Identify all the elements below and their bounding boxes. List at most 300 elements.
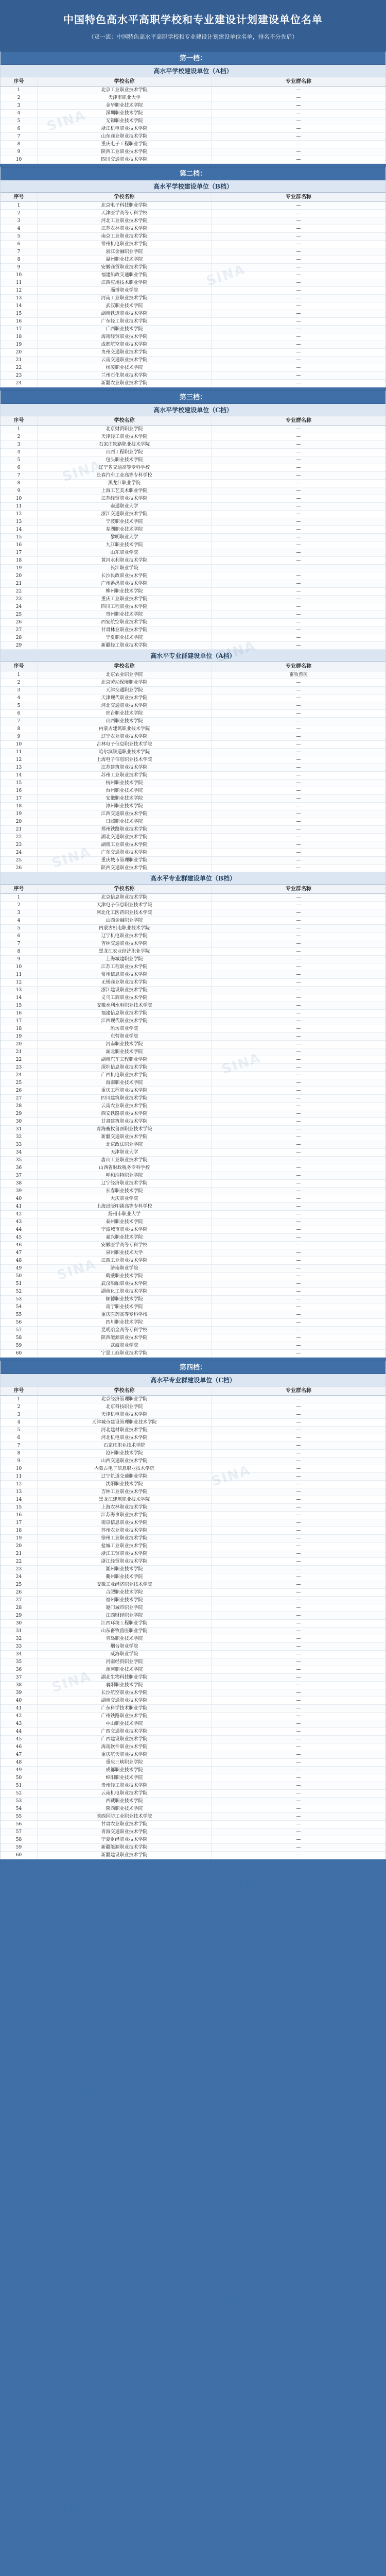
- row-index: 12: [1, 511, 38, 518]
- row-index: 3: [1, 102, 38, 109]
- row-index: 2: [1, 1403, 38, 1411]
- school-name: 义乌工商职业技术学院: [38, 994, 212, 1002]
- page-title: 中国特色高水平高职学校和专业建设计划建设单位名单: [63, 13, 323, 26]
- row-index: 16: [1, 1512, 38, 1519]
- school-name: 江苏农林职业技术学院: [38, 225, 212, 232]
- row-index: 8: [1, 1450, 38, 1457]
- row-index: 22: [1, 364, 38, 371]
- school-name: 沈阳职业技术学院: [38, 1481, 212, 1488]
- row-index: 38: [1, 1180, 38, 1187]
- school-name: 广东交通职业技术学院: [38, 849, 212, 856]
- major-group: —: [212, 87, 385, 94]
- row-index: 38: [1, 1682, 38, 1689]
- major-group: —: [296, 711, 301, 716]
- table-row: [1, 725, 385, 733]
- row-index: 25: [1, 1079, 38, 1087]
- school-name: 安徽医学高等专科学校: [38, 1242, 212, 1249]
- table-row: [1, 256, 385, 264]
- major-group: —: [212, 1188, 385, 1195]
- major-group: —: [296, 1837, 301, 1842]
- table-row: [1, 1411, 385, 1419]
- table-row: [1, 1682, 385, 1689]
- major-group: —: [296, 589, 301, 594]
- school-name: 湖南交通职业技术学院: [38, 1697, 212, 1704]
- major-group: —: [296, 334, 301, 340]
- school-name: 河南职业技术学院: [38, 1041, 212, 1048]
- row-index: 6: [1, 241, 38, 248]
- table-row: [1, 1434, 385, 1442]
- school-name: 江西应用技术职业学院: [38, 279, 212, 286]
- school-name: 天津市职业大学: [38, 94, 212, 101]
- school-name: 河北建材职业技术学院: [38, 1427, 212, 1434]
- major-group: —: [212, 857, 385, 864]
- row-index: 12: [1, 756, 38, 764]
- school-name: 福建船政交通职业学院: [38, 272, 212, 279]
- school-name: 台州职业技术学院: [38, 787, 212, 794]
- table-row: [1, 1157, 385, 1164]
- row-index: 29: [1, 1110, 38, 1117]
- table-row: [1, 1798, 385, 1805]
- row-index: 7: [1, 718, 38, 725]
- school-name: 江西环境工程职业学院: [38, 1620, 212, 1627]
- row-index: 8: [1, 948, 38, 955]
- table-row: [1, 202, 385, 210]
- row-index: 7: [1, 248, 38, 256]
- row-index: 22: [1, 834, 38, 841]
- table-row: [1, 349, 385, 357]
- row-index: 10: [1, 963, 38, 971]
- major-group: —: [212, 1311, 385, 1318]
- row-index: 9: [1, 264, 38, 271]
- school-name: 河南经贸职业学院: [38, 1658, 212, 1666]
- row-index: 50: [1, 1774, 38, 1782]
- school-name: 绵阳职业技术学院: [38, 1774, 212, 1782]
- row-index: 23: [1, 1064, 38, 1071]
- major-group: —: [296, 1683, 301, 1688]
- major-group: —: [296, 1806, 301, 1811]
- school-name: 长春汽车工业高等专科学校: [38, 472, 212, 479]
- section-title: 高水平学校建设单位（B档）: [1, 180, 385, 193]
- school-name: 江苏建筑职业技术学院: [38, 764, 212, 771]
- school-name: 山东畜牧兽医职业学院: [38, 1628, 212, 1635]
- major-group: —: [296, 742, 301, 747]
- table-row: [1, 1033, 385, 1041]
- section-title: 高水平专业群建设单位（A档）: [1, 650, 385, 662]
- school-name: 广州番禺职业技术学院: [38, 580, 212, 587]
- column-header-major: 专业群名称: [286, 418, 311, 423]
- batch-title: 第三档：: [1, 391, 385, 404]
- school-name: 鹤壁职业技术学院: [38, 1273, 212, 1280]
- major-group: —: [212, 1581, 385, 1588]
- watermark: SINA: [50, 2493, 94, 2520]
- major-group: —: [212, 503, 385, 510]
- table-row: [1, 679, 385, 687]
- table-row: [1, 987, 385, 994]
- table-row: [1, 596, 385, 603]
- major-group: —: [212, 102, 385, 109]
- table-row: [1, 1697, 385, 1705]
- row-index: 19: [1, 565, 38, 572]
- table-row: [1, 1573, 385, 1581]
- major-group: —: [212, 1126, 385, 1133]
- school-name: 上海出版印刷高等专科学校: [38, 1203, 212, 1210]
- table-row: [1, 1821, 385, 1828]
- row-index: 5: [1, 117, 38, 125]
- major-group: —: [296, 1652, 301, 1657]
- school-name: 西藏职业技术学院: [38, 1798, 212, 1805]
- row-index: 5: [1, 456, 38, 464]
- school-name: 海南职业技术学院: [38, 1079, 212, 1087]
- row-index: 48: [1, 1759, 38, 1766]
- major-group: —: [212, 1504, 385, 1511]
- school-name: 长沙航空职业技术学院: [38, 1689, 212, 1697]
- major-group: —: [212, 1767, 385, 1774]
- major-group: —: [296, 111, 301, 116]
- table-row: [1, 310, 385, 318]
- school-name: 泉州职业技术大学: [38, 1249, 212, 1257]
- column-header-major: 专业群名称: [286, 664, 311, 669]
- row-index: 23: [1, 372, 38, 379]
- school-name: 日照职业技术学院: [38, 818, 212, 825]
- table-row: [1, 849, 385, 857]
- row-index: 2: [1, 679, 38, 686]
- major-group: —: [212, 456, 385, 464]
- row-index: 2: [1, 210, 38, 217]
- major-group: —: [296, 1073, 301, 1078]
- major-group: —: [296, 465, 301, 470]
- section-title: 高水平专业群建设单位（B档）: [1, 872, 385, 885]
- major-group: —: [296, 95, 301, 100]
- school-name: 山西工程职业学院: [38, 449, 212, 456]
- major-group: —: [212, 565, 385, 572]
- row-index: 36: [1, 1164, 38, 1172]
- table-row: [1, 1327, 385, 1334]
- row-index: 5: [1, 233, 38, 240]
- school-name: 重庆城市管理职业学院: [38, 857, 212, 864]
- major-group: —: [296, 934, 301, 939]
- school-name: 湖南工业职业技术学院: [38, 841, 212, 849]
- table-row: [1, 526, 385, 534]
- school-name: 江苏海事职业技术学院: [38, 1512, 212, 1519]
- table-row: [1, 372, 385, 380]
- row-index: 21: [1, 357, 38, 364]
- table-row: [1, 902, 385, 909]
- row-index: 9: [1, 148, 38, 156]
- row-index: 3: [1, 687, 38, 694]
- table-row: [1, 1759, 385, 1767]
- table-row: [1, 1705, 385, 1713]
- row-index: 9: [1, 733, 38, 740]
- table-row: [1, 1589, 385, 1597]
- school-name: 新疆建设职业技术学院: [38, 1852, 212, 1859]
- major-group: —: [212, 472, 385, 479]
- school-name: 陕西国防工业职业技术学院: [38, 1813, 212, 1820]
- major-group: —: [212, 1597, 385, 1604]
- row-index: 58: [1, 1836, 38, 1843]
- table-row: [1, 1689, 385, 1697]
- table-row: [1, 1203, 385, 1211]
- row-index: 46: [1, 1242, 38, 1249]
- major-group: —: [296, 1289, 301, 1294]
- row-index: 21: [1, 1048, 38, 1056]
- table-row: [1, 803, 385, 810]
- school-name: 长春职业技术学院: [38, 1188, 212, 1195]
- major-group: —: [212, 718, 385, 725]
- table-row: [1, 264, 385, 272]
- school-name: 新疆轻工职业技术学院: [38, 642, 212, 649]
- school-name: 陕西交通职业技术学院: [38, 865, 212, 872]
- row-index: 28: [1, 1604, 38, 1612]
- row-index: 42: [1, 1713, 38, 1720]
- school-name: 南通职业大学: [38, 503, 212, 510]
- school-table: [1, 1386, 385, 1859]
- table-row: [1, 1782, 385, 1790]
- table-row: [1, 480, 385, 487]
- row-index: 5: [1, 925, 38, 932]
- school-name: 武威职业学院: [38, 1342, 212, 1349]
- row-index: 47: [1, 1249, 38, 1257]
- table-row: [1, 756, 385, 764]
- major-group: —: [212, 1427, 385, 1434]
- major-group: —: [212, 596, 385, 603]
- major-group: —: [212, 894, 385, 901]
- row-index: 34: [1, 1651, 38, 1658]
- row-index: 24: [1, 849, 38, 856]
- table-row: [1, 133, 385, 141]
- row-index: 44: [1, 1226, 38, 1233]
- table-row: [1, 1180, 385, 1188]
- row-index: 14: [1, 772, 38, 779]
- major-group: —: [296, 726, 301, 732]
- table-row: [1, 148, 385, 156]
- row-index: 25: [1, 611, 38, 618]
- table-row: [1, 764, 385, 772]
- row-index: 53: [1, 1296, 38, 1303]
- table-row: [1, 464, 385, 472]
- table-row: [1, 1813, 385, 1821]
- major-group: —: [212, 1218, 385, 1226]
- table-row: [1, 302, 385, 310]
- school-name: 黑龙江农业经济职业学院: [38, 948, 212, 955]
- row-index: 23: [1, 1566, 38, 1573]
- row-index: 35: [1, 1157, 38, 1164]
- table-row: [1, 565, 385, 572]
- row-index: 9: [1, 487, 38, 495]
- table-row: [1, 1048, 385, 1056]
- row-index: 18: [1, 1025, 38, 1032]
- table-row: [1, 1581, 385, 1589]
- table-row: [1, 1002, 385, 1010]
- table-row: [1, 1195, 385, 1203]
- table-row: [1, 241, 385, 248]
- row-index: 27: [1, 1597, 38, 1604]
- row-index: 26: [1, 1087, 38, 1094]
- major-group: —: [296, 226, 301, 231]
- school-name: 泰州职业技术学院: [38, 1218, 212, 1226]
- school-name: 东营职业学院: [38, 1033, 212, 1040]
- major-group: —: [296, 788, 301, 793]
- row-index: 15: [1, 310, 38, 317]
- table-row: [1, 979, 385, 987]
- row-index: 30: [1, 1620, 38, 1627]
- row-index: 4: [1, 225, 38, 232]
- row-index: 39: [1, 1689, 38, 1697]
- major-group: —: [296, 1351, 301, 1356]
- table-row: [1, 1713, 385, 1720]
- batch-block: [0, 52, 386, 164]
- school-name: 北京信息职业技术学院: [38, 894, 212, 901]
- row-index: 8: [1, 256, 38, 263]
- major-group: —: [212, 1442, 385, 1449]
- row-index: 4: [1, 110, 38, 117]
- school-name: 烟台职业学院: [38, 1643, 212, 1650]
- major-group: —: [296, 1744, 301, 1750]
- table-row: [1, 102, 385, 110]
- row-index: 8: [1, 480, 38, 487]
- major-group: —: [296, 604, 301, 609]
- row-index: 18: [1, 333, 38, 341]
- major-group: —: [296, 1853, 301, 1858]
- table-row: [1, 217, 385, 225]
- table-row: [1, 156, 385, 164]
- batch-block: [0, 391, 386, 1358]
- table-row: [1, 1512, 385, 1519]
- major-group: —: [296, 527, 301, 532]
- school-name: 湖北交通职业技术学院: [38, 834, 212, 841]
- table-row: [1, 1628, 385, 1635]
- table-row: [1, 110, 385, 117]
- school-name: 江西财经职业学院: [38, 1612, 212, 1619]
- school-table: [1, 193, 385, 387]
- batch-block: [0, 1361, 386, 1859]
- row-index: 24: [1, 1072, 38, 1079]
- school-name: 江苏经贸职业技术学院: [38, 495, 212, 502]
- major-group: —: [296, 257, 301, 262]
- table-row: [1, 248, 385, 256]
- major-group: —: [212, 1628, 385, 1635]
- table-row: [1, 1025, 385, 1033]
- school-name: 昆明冶金高等专科学校: [38, 1327, 212, 1334]
- major-group: —: [296, 481, 301, 486]
- row-index: 55: [1, 1813, 38, 1820]
- row-index: 6: [1, 1434, 38, 1442]
- table-row: [1, 841, 385, 849]
- table-row: [1, 779, 385, 787]
- table-row: [1, 449, 385, 456]
- table-row: [1, 1550, 385, 1558]
- row-index: 8: [1, 725, 38, 733]
- column-header-idx: 序号: [1, 77, 38, 86]
- row-index: 25: [1, 857, 38, 864]
- school-name: 湖南化工职业技术学院: [38, 1288, 212, 1295]
- table-row: [1, 834, 385, 841]
- column-header-major: 专业群名称: [286, 79, 311, 84]
- major-group: —: [212, 1813, 385, 1820]
- major-group: —: [212, 326, 385, 333]
- major-group: —: [212, 441, 385, 448]
- row-index: 60: [1, 1350, 38, 1357]
- major-group: —: [296, 1544, 301, 1549]
- table-row: [1, 642, 385, 650]
- row-index: 20: [1, 818, 38, 825]
- major-group: —: [296, 1404, 301, 1410]
- school-name: 北京农业职业学院: [38, 671, 212, 679]
- school-name: 天津城市建设管理职业技术学院: [38, 1419, 212, 1426]
- row-index: 8: [1, 141, 38, 148]
- column-header-school: 学校名称: [38, 1386, 212, 1395]
- row-index: 15: [1, 1504, 38, 1511]
- major-group: —: [296, 995, 301, 1001]
- row-index: 11: [1, 971, 38, 978]
- school-name: 吉林交通职业技术学院: [38, 940, 212, 947]
- table-row: [1, 772, 385, 779]
- major-group: —: [296, 964, 301, 970]
- row-index: 50: [1, 1273, 38, 1280]
- major-group: —: [296, 1559, 301, 1564]
- table-row: [1, 456, 385, 464]
- major-group: —: [296, 1088, 301, 1093]
- major-group: —: [212, 1828, 385, 1836]
- major-group: —: [296, 757, 301, 762]
- row-index: 49: [1, 1265, 38, 1272]
- school-name: 辽宁机电职业技术学院: [38, 933, 212, 940]
- school-name: 吉林工业职业技术学院: [38, 1488, 212, 1496]
- row-index: 44: [1, 1728, 38, 1735]
- table-row: [1, 1488, 385, 1496]
- row-index: 16: [1, 318, 38, 325]
- school-name: 北京经济管理职业学院: [38, 1396, 212, 1403]
- major-group: —: [212, 1141, 385, 1148]
- row-index: 10: [1, 156, 38, 163]
- table-row: [1, 619, 385, 626]
- row-index: 53: [1, 1798, 38, 1805]
- school-name: 南京信息职业技术学院: [38, 1519, 212, 1527]
- school-name: 南京工业职业技术学院: [38, 233, 212, 240]
- school-name: 青岛职业技术学院: [38, 1635, 212, 1642]
- major-group: —: [296, 949, 301, 954]
- school-table: [1, 885, 385, 1358]
- watermark: SINA: [60, 2080, 104, 2108]
- school-name: 徐州工业职业技术学院: [38, 1535, 212, 1542]
- major-group: —: [296, 1729, 301, 1734]
- school-name: 浙江建设职业技术学院: [38, 987, 212, 994]
- table-row: [1, 1079, 385, 1087]
- school-name: 苏州农业职业技术学院: [38, 1527, 212, 1534]
- school-name: 温州职业技术学院: [38, 256, 212, 263]
- school-name: 宁夏财经职业技术学院: [38, 1836, 212, 1843]
- school-name: 吉林电子信息职业技术学院: [38, 741, 212, 748]
- row-index: 47: [1, 1751, 38, 1758]
- major-group: —: [212, 1643, 385, 1650]
- table-row: [1, 364, 385, 372]
- table-row: [1, 1558, 385, 1566]
- row-index: 11: [1, 279, 38, 286]
- major-group: —: [296, 365, 301, 370]
- row-index: 12: [1, 1481, 38, 1488]
- row-index: 13: [1, 518, 38, 526]
- school-name: 山东职业学院: [38, 549, 212, 556]
- row-index: 29: [1, 642, 38, 649]
- major-group: —: [212, 248, 385, 256]
- major-group: —: [296, 1165, 301, 1171]
- school-name: 贵州交通职业技术学院: [38, 349, 212, 356]
- major-group: —: [212, 1705, 385, 1712]
- table-row: [1, 518, 385, 526]
- school-name: 广西职业技术学院: [38, 326, 212, 333]
- table-row: [1, 1311, 385, 1319]
- row-index: 29: [1, 1612, 38, 1619]
- school-name: 重庆医药高等专科学校: [38, 1311, 212, 1318]
